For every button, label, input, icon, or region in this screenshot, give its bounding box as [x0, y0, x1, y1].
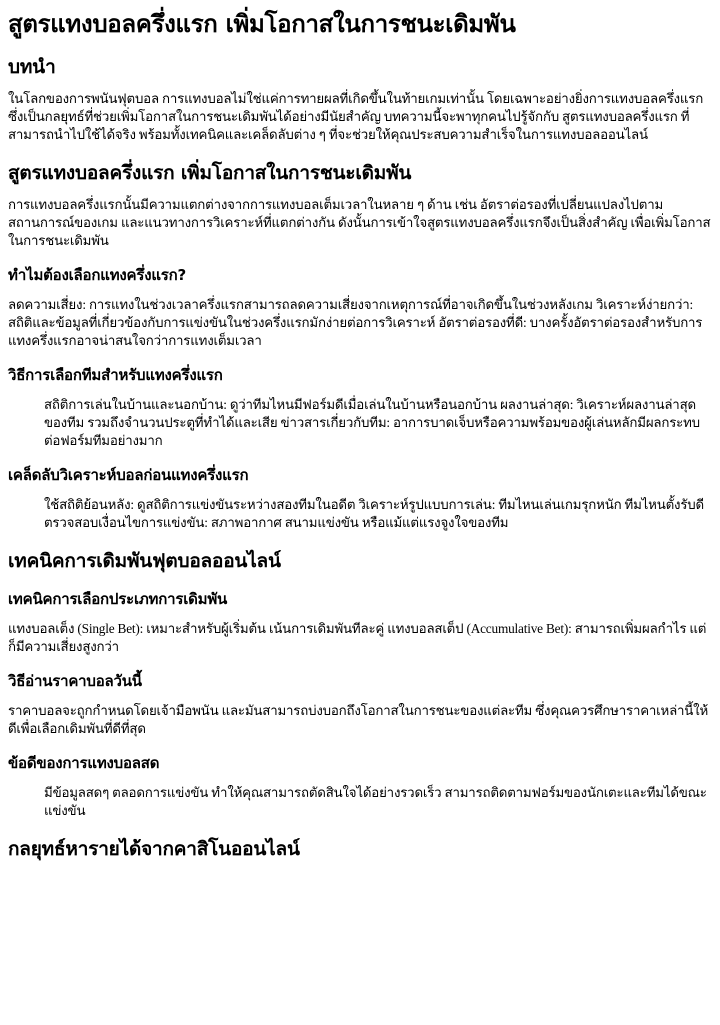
subheading-choose-team: วิธีการเลือกทีมสำหรับแทงครึ่งแรก [8, 366, 223, 384]
subheading-live-betting: ข้อดีของการแทงบอลสด [8, 754, 160, 772]
subheading-bet-types: เทคนิคการเลือกประเภทการเดิมพัน [8, 590, 228, 608]
quote-live-betting: มีข้อมูลสดๆ ตลอดการแข่งขัน ทำให้คุณสามารถตัดสินใจได้อย่างรวดเร็ว สามารถติดตามฟอร์มของนักเตะและทีมได้ขณะแข่งขัน [44, 785, 707, 818]
section-paragraph-half-time-formula: การแทงบอลครึ่งแรกนั้นมีความแตกต่างจากการแทงบอลเต็มเวลาในหลาย ๆ ด้าน เช่น อัตราต่อรองที่เปลี่ยนแปลงไปตามสถานการณ์ของเกม และแนวทางการวิเคราะห์ที่แตกต่างกัน ดังนั้นการเข้าใจสูตรแทงบอลครึ่งแรกจึงเป็นสิ่งสำคัญ เพื่อเพิ่มโอกาสในการชนะเดิมพัน [8, 197, 711, 248]
paragraph-why-first-half: ลดความเสี่ยง: การแทงในช่วงเวลาครึ่งแรกสามารถลดความเสี่ยงจากเหตุการณ์ที่อาจเกิดขึ้นในช่วงหลังเกม วิเคราะห์ง่ายกว่า: สถิติและข้อมูลที่เกี่ยวข้องกับการแข่งขันในช่วงครึ่งแรกมักง่ายต่อการวิเคราะห์ อัตราต่อรองที่ดี: บางครั้งอัตราต่อรองสำหรับการแทงครึ่งแรกอาจน่าสนใจกว่าการแทงเต็มเวลา [8, 297, 703, 348]
paragraph-read-odds: ราคาบอลจะถูกกำหนดโดยเจ้ามือพนัน และมันสามารถบ่งบอกถึงโอกาสในการชนะของแต่ละทีม ซึ่งคุณควรศึกษาราคาเหล่านี้ให้ดีเพื่อเลือกเดิมพันที่ดีที่สุด [8, 703, 709, 736]
intro-heading: บทนำ [8, 56, 56, 78]
quote-analysis-tips: ใช้สถิติย้อนหลัง: ดูสถิติการแข่งขันระหว่างสองทีมในอดีต วิเคราะห์รูปแบบการเล่น: ทีมไหนเล่นเกมรุกหนัก ทีมไหนตั้งรับดี ตรวจสอบเงื่อนไขการแข่งขัน: สภาพอากาศ สนามแข่งขัน หรือแม้แต่แรงจูงใจของทีม [44, 497, 704, 530]
section-heading-online-techniques: เทคนิคการเดิมพันฟุตบอลออนไลน์ [8, 550, 281, 572]
page-title: สูตรแทงบอลครึ่งแรก เพิ่มโอกาสในการชนะเดิมพัน [8, 10, 516, 38]
section-heading-half-time-formula: สูตรแทงบอลครึ่งแรก เพิ่มโอกาสในการชนะเดิมพัน [8, 162, 412, 184]
intro-paragraph: ในโลกของการพนันฟุตบอล การแทงบอลไม่ใช่แค่การทายผลที่เกิดขึ้นในท้ายเกมเท่านั้น โดยเฉพาะอย่างยิ่งการแทงบอลครึ่งแรก ซึ่งเป็นกลยุทธ์ที่ช่วยเพิ่มโอกาสในการชนะเดิมพันได้อย่างมีนัยสำคัญ บทความนี้จะพาทุกคนไปรู้จักกับ สูตรแทงบอลครึ่งแรก ที่สามารถนำไปใช้ได้จริง พร้อมทั้งเทคนิคและเคล็ดลับต่าง ๆ ที่จะช่วยให้คุณประสบความสำเร็จในการแทงบอลออนไลน์ [8, 91, 704, 142]
subheading-why-first-half: ทำไมต้องเลือกแทงครึ่งแรก? [8, 266, 187, 284]
quote-choose-team: สถิติการเล่นในบ้านและนอกบ้าน: ดูว่าทีมไหนมีฟอร์มดีเมื่อเล่นในบ้านหรือนอกบ้าน ผลงานล่าสุด: วิเคราะห์ผลงานล่าสุดของทีม รวมถึงจำนวนประตูที่ทำได้และเสีย ข่าวสารเกี่ยวกับทีม: อาการบาดเจ็บหรือความพร้อมของผู้เล่นหลักมีผลกระทบต่อฟอร์มทีมอย่างมาก [44, 397, 700, 448]
paragraph-bet-types: แทงบอลเต็ง (Single Bet): เหมาะสำหรับผู้เริ่มต้น เน้นการเดิมพันทีละคู่ แทงบอลสเต็ป (Accumulative Bet): สามารถเพิ่มผลกำไร แต่ก็มีความเสี่ยงสูงกว่า [8, 621, 707, 654]
subheading-read-odds: วิธีอ่านราคาบอลวันนี้ [8, 672, 142, 690]
section-heading-casino-strategy: กลยุทธ์หารายได้จากคาสิโนออนไลน์ [8, 838, 300, 860]
subheading-analysis-tips: เคล็ดลับวิเคราะห์บอลก่อนแทงครึ่งแรก [8, 466, 249, 484]
